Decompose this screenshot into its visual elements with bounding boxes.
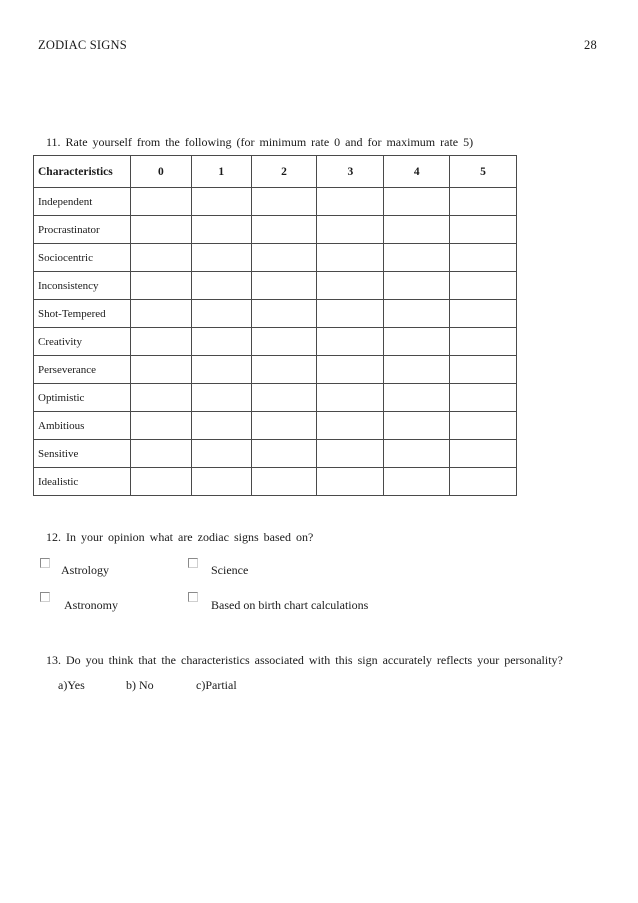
rating-cell[interactable]	[317, 300, 384, 328]
table-row	[34, 216, 517, 244]
rating-cell[interactable]	[130, 272, 191, 300]
rating-cell[interactable]	[251, 244, 317, 272]
rating-cell[interactable]	[191, 412, 251, 440]
rating-cell[interactable]	[130, 384, 191, 412]
rating-cell[interactable]	[450, 384, 517, 412]
rating-cell[interactable]	[130, 412, 191, 440]
option-science: Science	[211, 563, 249, 577]
rating-cell[interactable]	[317, 356, 384, 384]
rating-cell[interactable]	[251, 328, 317, 356]
option-birth-chart: Based on birth chart calculations	[211, 598, 369, 612]
rating-cell[interactable]	[317, 216, 384, 244]
table-row	[34, 468, 517, 496]
rating-cell[interactable]	[317, 272, 384, 300]
rating-cell[interactable]	[251, 412, 317, 440]
characteristic-label: Optimistic	[34, 384, 131, 412]
rating-cell[interactable]	[191, 300, 251, 328]
checkbox-science[interactable]	[188, 558, 198, 568]
rating-cell[interactable]	[450, 216, 517, 244]
rating-cell[interactable]	[384, 216, 450, 244]
rating-cell[interactable]	[130, 356, 191, 384]
rating-cell[interactable]	[384, 188, 450, 216]
column-header: 5	[450, 156, 517, 188]
rating-cell[interactable]	[191, 356, 251, 384]
characteristic-label: Creativity	[34, 328, 131, 356]
question-13: 13. Do you think that the characteristics associated with this sign accurately reflects your personality?	[46, 653, 563, 667]
rating-cell[interactable]	[317, 384, 384, 412]
rating-cell[interactable]	[251, 356, 317, 384]
rating-cell[interactable]	[130, 440, 191, 468]
rating-cell[interactable]	[384, 300, 450, 328]
option-yes[interactable]: a)Yes	[58, 678, 85, 692]
rating-cell[interactable]	[450, 188, 517, 216]
checkbox-astronomy[interactable]	[40, 592, 50, 602]
rating-cell[interactable]	[130, 328, 191, 356]
rating-cell[interactable]	[191, 328, 251, 356]
rating-cell[interactable]	[450, 412, 517, 440]
characteristic-label: Idealistic	[34, 468, 131, 496]
rating-cell[interactable]	[384, 356, 450, 384]
option-no[interactable]: b) No	[126, 678, 154, 692]
rating-cell[interactable]	[450, 244, 517, 272]
rating-cell[interactable]	[191, 188, 251, 216]
rating-cell[interactable]	[191, 216, 251, 244]
page-number: 28	[584, 38, 597, 52]
option-partial[interactable]: c)Partial	[196, 678, 237, 692]
rating-cell[interactable]	[130, 216, 191, 244]
rating-cell[interactable]	[251, 384, 317, 412]
rating-cell[interactable]	[251, 440, 317, 468]
table-row	[34, 356, 517, 384]
characteristic-label: Independent	[34, 188, 131, 216]
table-row	[34, 272, 517, 300]
option-astrology: Astrology	[61, 563, 109, 577]
rating-cell[interactable]	[384, 328, 450, 356]
rating-cell[interactable]	[191, 468, 251, 496]
rating-cell[interactable]	[191, 244, 251, 272]
rating-table	[33, 155, 517, 496]
rating-cell[interactable]	[191, 440, 251, 468]
rating-cell[interactable]	[317, 440, 384, 468]
checkbox-astrology[interactable]	[40, 558, 50, 568]
rating-cell[interactable]	[251, 300, 317, 328]
rating-cell[interactable]	[450, 468, 517, 496]
characteristic-label: Perseverance	[34, 356, 131, 384]
rating-cell[interactable]	[317, 412, 384, 440]
document-title: ZODIAC SIGNS	[38, 38, 127, 52]
rating-cell[interactable]	[130, 468, 191, 496]
rating-cell[interactable]	[450, 440, 517, 468]
column-header: 3	[317, 156, 384, 188]
rating-cell[interactable]	[384, 244, 450, 272]
rating-cell[interactable]	[450, 356, 517, 384]
column-header: 0	[130, 156, 191, 188]
table-row	[34, 244, 517, 272]
rating-cell[interactable]	[450, 272, 517, 300]
rating-cell[interactable]	[317, 328, 384, 356]
rating-cell[interactable]	[384, 412, 450, 440]
table-row	[34, 300, 517, 328]
table-row	[34, 384, 517, 412]
question-11: 11. Rate yourself from the following (for minimum rate 0 and for maximum rate 5)	[46, 135, 474, 149]
characteristic-label: Inconsistency	[34, 272, 131, 300]
checkbox-birth-chart[interactable]	[188, 592, 198, 602]
rating-cell[interactable]	[251, 272, 317, 300]
rating-cell[interactable]	[317, 468, 384, 496]
rating-cell[interactable]	[384, 272, 450, 300]
table-row	[34, 440, 517, 468]
rating-cell[interactable]	[251, 216, 317, 244]
table-row	[34, 412, 517, 440]
rating-cell[interactable]	[317, 188, 384, 216]
option-astronomy: Astronomy	[64, 598, 118, 612]
table-header-row	[34, 156, 517, 188]
rating-cell[interactable]	[384, 384, 450, 412]
rating-cell[interactable]	[450, 300, 517, 328]
characteristic-label: Sociocentric	[34, 244, 131, 272]
column-header: 4	[384, 156, 450, 188]
rating-cell[interactable]	[450, 328, 517, 356]
characteristic-label: Ambitious	[34, 412, 131, 440]
rating-cell[interactable]	[130, 188, 191, 216]
rating-cell[interactable]	[191, 384, 251, 412]
rating-cell[interactable]	[191, 272, 251, 300]
characteristic-label: Sensitive	[34, 440, 131, 468]
rating-cell[interactable]	[130, 300, 191, 328]
column-header: 2	[251, 156, 317, 188]
column-header: Characteristics	[34, 156, 131, 188]
rating-cell[interactable]	[317, 244, 384, 272]
rating-cell[interactable]	[384, 440, 450, 468]
table-row	[34, 328, 517, 356]
column-header: 1	[191, 156, 251, 188]
table-row	[34, 188, 517, 216]
rating-cell[interactable]	[130, 244, 191, 272]
rating-cell[interactable]	[251, 468, 317, 496]
rating-cell[interactable]	[384, 468, 450, 496]
rating-cell[interactable]	[251, 188, 317, 216]
characteristic-label: Procrastinator	[34, 216, 131, 244]
characteristic-label: Shot-Tempered	[34, 300, 131, 328]
question-12: 12. In your opinion what are zodiac signs based on?	[46, 530, 314, 544]
